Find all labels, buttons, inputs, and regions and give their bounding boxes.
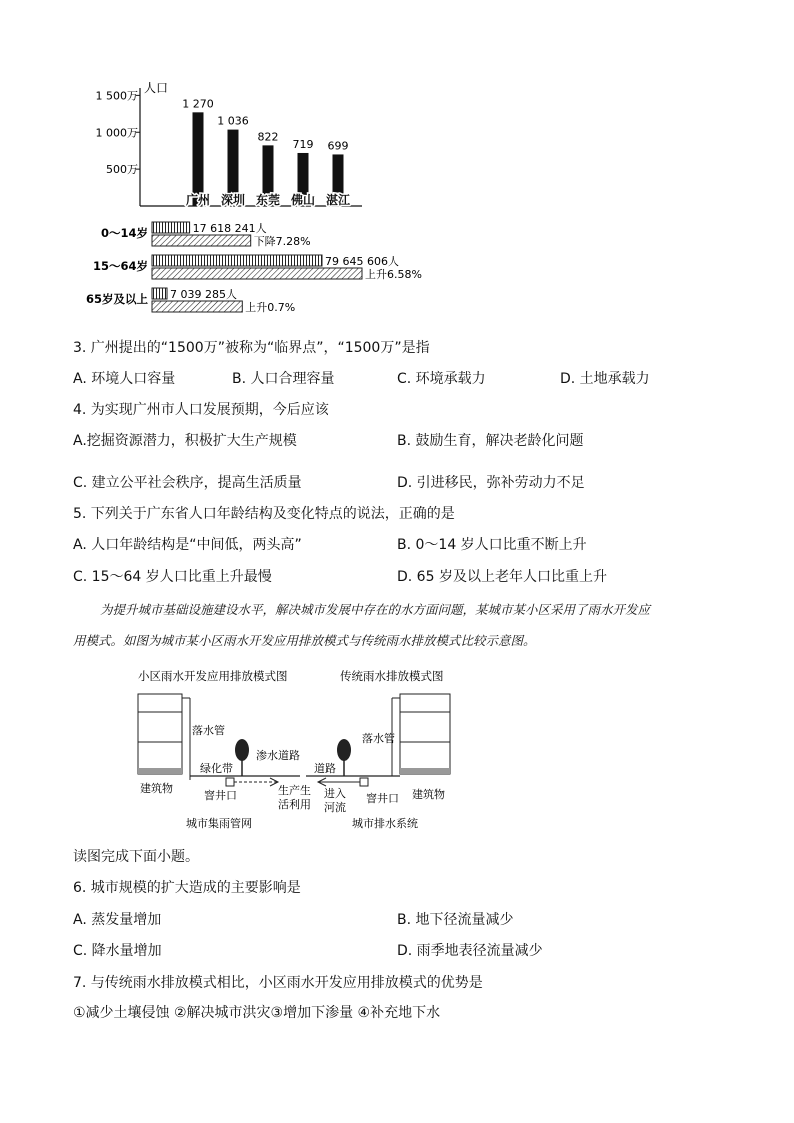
green-belt-label: 绿化带 — [200, 762, 233, 775]
bar-value-label: 719 — [292, 137, 314, 151]
left-building — [138, 694, 190, 780]
left-manhole-label: 窨井口 — [204, 789, 237, 802]
question-7-stem: 7. 与传统雨水排放模式相比，小区雨水开发应用排放模式的优势是 — [73, 975, 483, 991]
right-caption: 城市排水系统 — [352, 817, 418, 830]
age-change-bar — [152, 268, 362, 279]
question-3-option-c[interactable]: C. 环境承载力 — [397, 371, 486, 387]
river-label-1: 进入 — [324, 787, 346, 800]
left-manhole — [226, 778, 234, 786]
right-downpipe-label: 落水管 — [362, 732, 395, 745]
age-population-bar — [152, 222, 190, 233]
y-tick-label: 1 500万 — [95, 89, 138, 103]
y-ticks — [96, 89, 141, 176]
y-tick-label: 1 000万 — [95, 126, 138, 140]
question-6-option-d[interactable]: D. 雨季地表径流量减少 — [397, 943, 543, 959]
intro-line-1: 为提升城市基础设施建设水平，解决城市发展中存在的水方面问题，某城市某小区采用了雨水开发应 — [100, 602, 651, 617]
reuse-label-1: 生产生 — [278, 784, 311, 797]
age-population-label: 79 645 606人 — [325, 255, 399, 268]
bar-value-label: 1 270 — [182, 97, 214, 111]
bar-value-label: 699 — [327, 139, 349, 153]
question-4-option-a[interactable]: A.挖掘资源潜力，积极扩大生产规模 — [73, 433, 297, 449]
age-group-label: 0～14岁 — [100, 226, 148, 240]
question-5-option-b[interactable]: B. 0～14 岁人口比重不断上升 — [397, 537, 587, 553]
question-5-stem: 5. 下列关于广东省人口年龄结构及变化特点的说法，正确的是 — [73, 506, 455, 522]
left-diagram-title: 小区雨水开发应用排放模式图 — [138, 669, 288, 683]
road-label: 道路 — [314, 762, 336, 775]
left-downpipe-label: 落水管 — [192, 724, 225, 737]
category-label: 东莞 — [255, 193, 281, 207]
age-change-label: 上升0.7% — [245, 301, 296, 314]
left-caption: 城市集雨管网 — [186, 817, 252, 830]
category-label: 深圳 — [220, 193, 246, 207]
question-3-stem: 3. 广州提出的“1500万”被称为“临界点”，“1500万”是指 — [73, 340, 430, 356]
question-4-option-d[interactable]: D. 引进移民，弥补劳动力不足 — [397, 475, 585, 491]
population-bar-chart — [80, 80, 380, 210]
rainwater-diagram — [130, 664, 470, 834]
question-4-option-c[interactable]: C. 建立公平社会秩序，提高生活质量 — [73, 475, 302, 491]
right-tree-icon — [337, 739, 351, 776]
y-tick-label: 500万 — [106, 163, 138, 177]
question-5-option-c[interactable]: C. 15～64 岁人口比重上升最慢 — [73, 569, 272, 585]
left-tree-icon — [235, 739, 249, 776]
age-change-bar — [152, 301, 242, 312]
age-population-bar — [152, 288, 167, 299]
reuse-label-2: 活利用 — [278, 798, 311, 811]
bar-value-label: 1 036 — [217, 114, 249, 128]
age-population-label: 17 618 241人 — [192, 222, 267, 235]
bars — [182, 97, 351, 207]
permeable-road-label: 渗水道路 — [256, 749, 300, 762]
age-change-bar — [152, 235, 251, 246]
bar-value-label: 822 — [257, 130, 279, 144]
bar-广州 — [193, 112, 204, 206]
right-manhole — [360, 778, 368, 786]
right-manhole-label: 窨井口 — [366, 792, 399, 805]
age-group-label: 15～64岁 — [92, 259, 148, 273]
question-3-option-d[interactable]: D. 土地承载力 — [560, 371, 650, 387]
question-6-option-c[interactable]: C. 降水量增加 — [73, 943, 162, 959]
age-structure-chart — [80, 218, 440, 318]
age-population-label: 7 039 285人 — [170, 288, 238, 301]
right-building-label: 建筑物 — [412, 788, 445, 801]
age-change-label: 下降7.28% — [253, 235, 311, 248]
question-6-option-a[interactable]: A. 蒸发量增加 — [73, 912, 162, 928]
age-population-bar — [152, 255, 322, 266]
question-5-option-a[interactable]: A. 人口年龄结构是“中间低，两头高” — [73, 537, 302, 553]
age-group-label: 65岁及以上 — [85, 292, 148, 306]
read-prompt: 读图完成下面小题。 — [73, 849, 199, 865]
question-4-option-b[interactable]: B. 鼓励生育，解决老龄化问题 — [397, 433, 584, 449]
right-diagram-title: 传统雨水排放模式图 — [340, 669, 444, 683]
category-label: 广州 — [185, 193, 211, 207]
right-building — [392, 694, 450, 776]
question-4-stem: 4. 为实现广州市人口发展预期，今后应该 — [73, 402, 329, 418]
question-3-option-a[interactable]: A. 环境人口容量 — [73, 371, 176, 387]
question-5-option-d[interactable]: D. 65 岁及以上老年人口比重上升 — [397, 569, 607, 585]
category-label: 佛山 — [290, 193, 316, 207]
left-building-label: 建筑物 — [140, 782, 173, 795]
age-bars — [86, 222, 422, 314]
question-6-option-b[interactable]: B. 地下径流量减少 — [397, 912, 514, 928]
question-7-items: ①减少土壤侵蚀 ②解决城市洪灾③增加下渗量 ④补充地下水 — [73, 1005, 441, 1021]
question-6-stem: 6. 城市规模的扩大造成的主要影响是 — [73, 880, 301, 896]
river-label-2: 河流 — [324, 801, 346, 814]
intro-line-2: 用模式。如图为城市某小区雨水开发应用排放模式与传统雨水排放模式比较示意图。 — [73, 633, 536, 648]
y-axis-label: 人口 — [144, 81, 169, 95]
question-3-option-b[interactable]: B. 人口合理容量 — [232, 371, 335, 387]
age-change-label: 上升6.58% — [365, 268, 422, 281]
category-label: 湛江 — [325, 193, 351, 207]
